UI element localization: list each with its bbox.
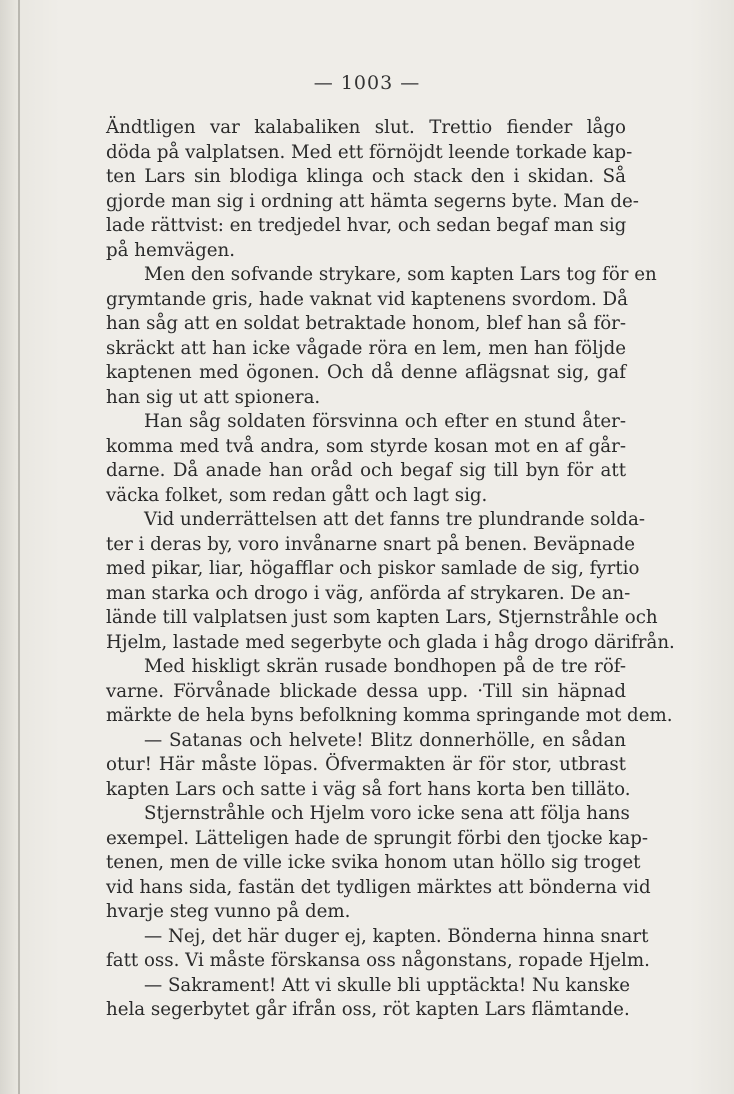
paragraph xyxy=(106,116,639,263)
text-line: döda på valplatsen. Med ett förnöjdt leende torkade kap- xyxy=(106,141,633,163)
paragraph xyxy=(106,802,651,925)
text-line: ter i deras by, voro invånarne snart på benen. Beväpnade xyxy=(106,533,636,555)
text-line: Men den sofvande strykare, som kapten Lars tog för en xyxy=(144,264,657,285)
text-line: varne. Förvånade blickade dessa upp. ·Till sin häpnad xyxy=(106,680,626,702)
text-line: lade rättvist: en tredjedel hvar, och sedan begaf man sig xyxy=(106,215,627,236)
text-line: otur! Här måste löpas. Öfvermakten är för stor, utbrast xyxy=(106,754,626,775)
text-line: Stjernstråhle och Hjelm voro icke sena att följa hans xyxy=(144,803,630,824)
text-line: väcka folket, som redan gått och lagt sig. xyxy=(106,484,488,506)
text-line: Med hiskligt skrän rusade bondhopen på de tre röf- xyxy=(144,656,626,677)
text-line: han sig ut att spionera. xyxy=(106,386,321,408)
text-line: kaptenen med ögonen. Och då denne aflägsnat sig, gaf xyxy=(106,362,626,383)
paragraph xyxy=(106,925,650,974)
text-line: komma med två andra, som styrde kosan mot en af går- xyxy=(106,435,626,457)
text-line: gjorde man sig i ordning att hämta segerns byte. Man de- xyxy=(106,190,639,212)
text-line: — Satanas och helvete! Blitz donnerhölle, en sådan xyxy=(144,729,626,751)
text-line: vid hans sida, fastän det tydligen märktes att bönderna vid xyxy=(106,876,651,898)
text-line: Ändtligen var kalabaliken slut. Trettio fiender lågo xyxy=(106,117,626,138)
text-line: exempel. Lätteligen hade de sprungit förbi den tjocke kap- xyxy=(106,827,649,849)
text-line: han såg att en soldat betraktade honom, blef han så för- xyxy=(106,313,626,334)
binding-gutter xyxy=(18,0,20,1094)
text-line: ten Lars sin blodiga klinga och stack den i skidan. Så xyxy=(106,166,626,187)
text-line: med pikar, liar, högafflar och piskor samlade de sig, fyrtio xyxy=(106,558,640,579)
text-line: Hjelm, lastade med segerbyte och glada i håg drogo därifrån. xyxy=(106,631,675,653)
paragraph xyxy=(106,263,657,410)
text-line: på hemvägen. xyxy=(106,239,236,261)
text-line: märkte de hela byns befolkning komma springande mot dem. xyxy=(106,705,673,726)
paragraph xyxy=(106,729,631,803)
paragraph xyxy=(106,508,675,655)
text-line: fatt oss. Vi måste förskansa oss någonstans, ropade Hjelm. xyxy=(106,950,650,971)
text-line: grymtande gris, hade vaknat vid kaptenens svordom. Då xyxy=(106,288,628,310)
text-line: tenen, men de ville icke svika honom utan höllo sig troget xyxy=(106,852,641,873)
paragraph xyxy=(106,974,631,1023)
text-line: Vid underrättelsen att det fanns tre plundrande solda- xyxy=(144,509,646,530)
text-line: kapten Lars och satte i väg så fort hans korta ben tilläto. xyxy=(106,778,631,800)
paragraph xyxy=(106,655,673,729)
text-line: darne. Då anade han oråd och begaf sig till byn för att xyxy=(106,460,626,481)
text-line: Han såg soldaten försvinna och efter en stund åter- xyxy=(144,411,626,432)
text-line: man starka och drogo i väg, anförda af strykaren. De an- xyxy=(106,582,631,604)
body-text xyxy=(106,116,675,1023)
page-number: — 1003 — xyxy=(313,72,421,94)
text-line: hela segerbytet går ifrån oss, röt kapten Lars flämtande. xyxy=(106,999,630,1020)
text-line: hvarje steg vunno på dem. xyxy=(106,901,351,922)
text-line: — Sakrament! Att vi skulle bli upptäckta! Nu kanske xyxy=(144,974,631,996)
text-line: — Nej, det här duger ej, kapten. Bönderna hinna snart xyxy=(144,925,649,947)
text-line: lände till valplatsen just som kapten Lars, Stjernstråhle och xyxy=(106,607,658,628)
paragraph xyxy=(106,410,626,508)
text-line: skräckt att han icke vågade röra en lem, men han följde xyxy=(106,337,626,359)
